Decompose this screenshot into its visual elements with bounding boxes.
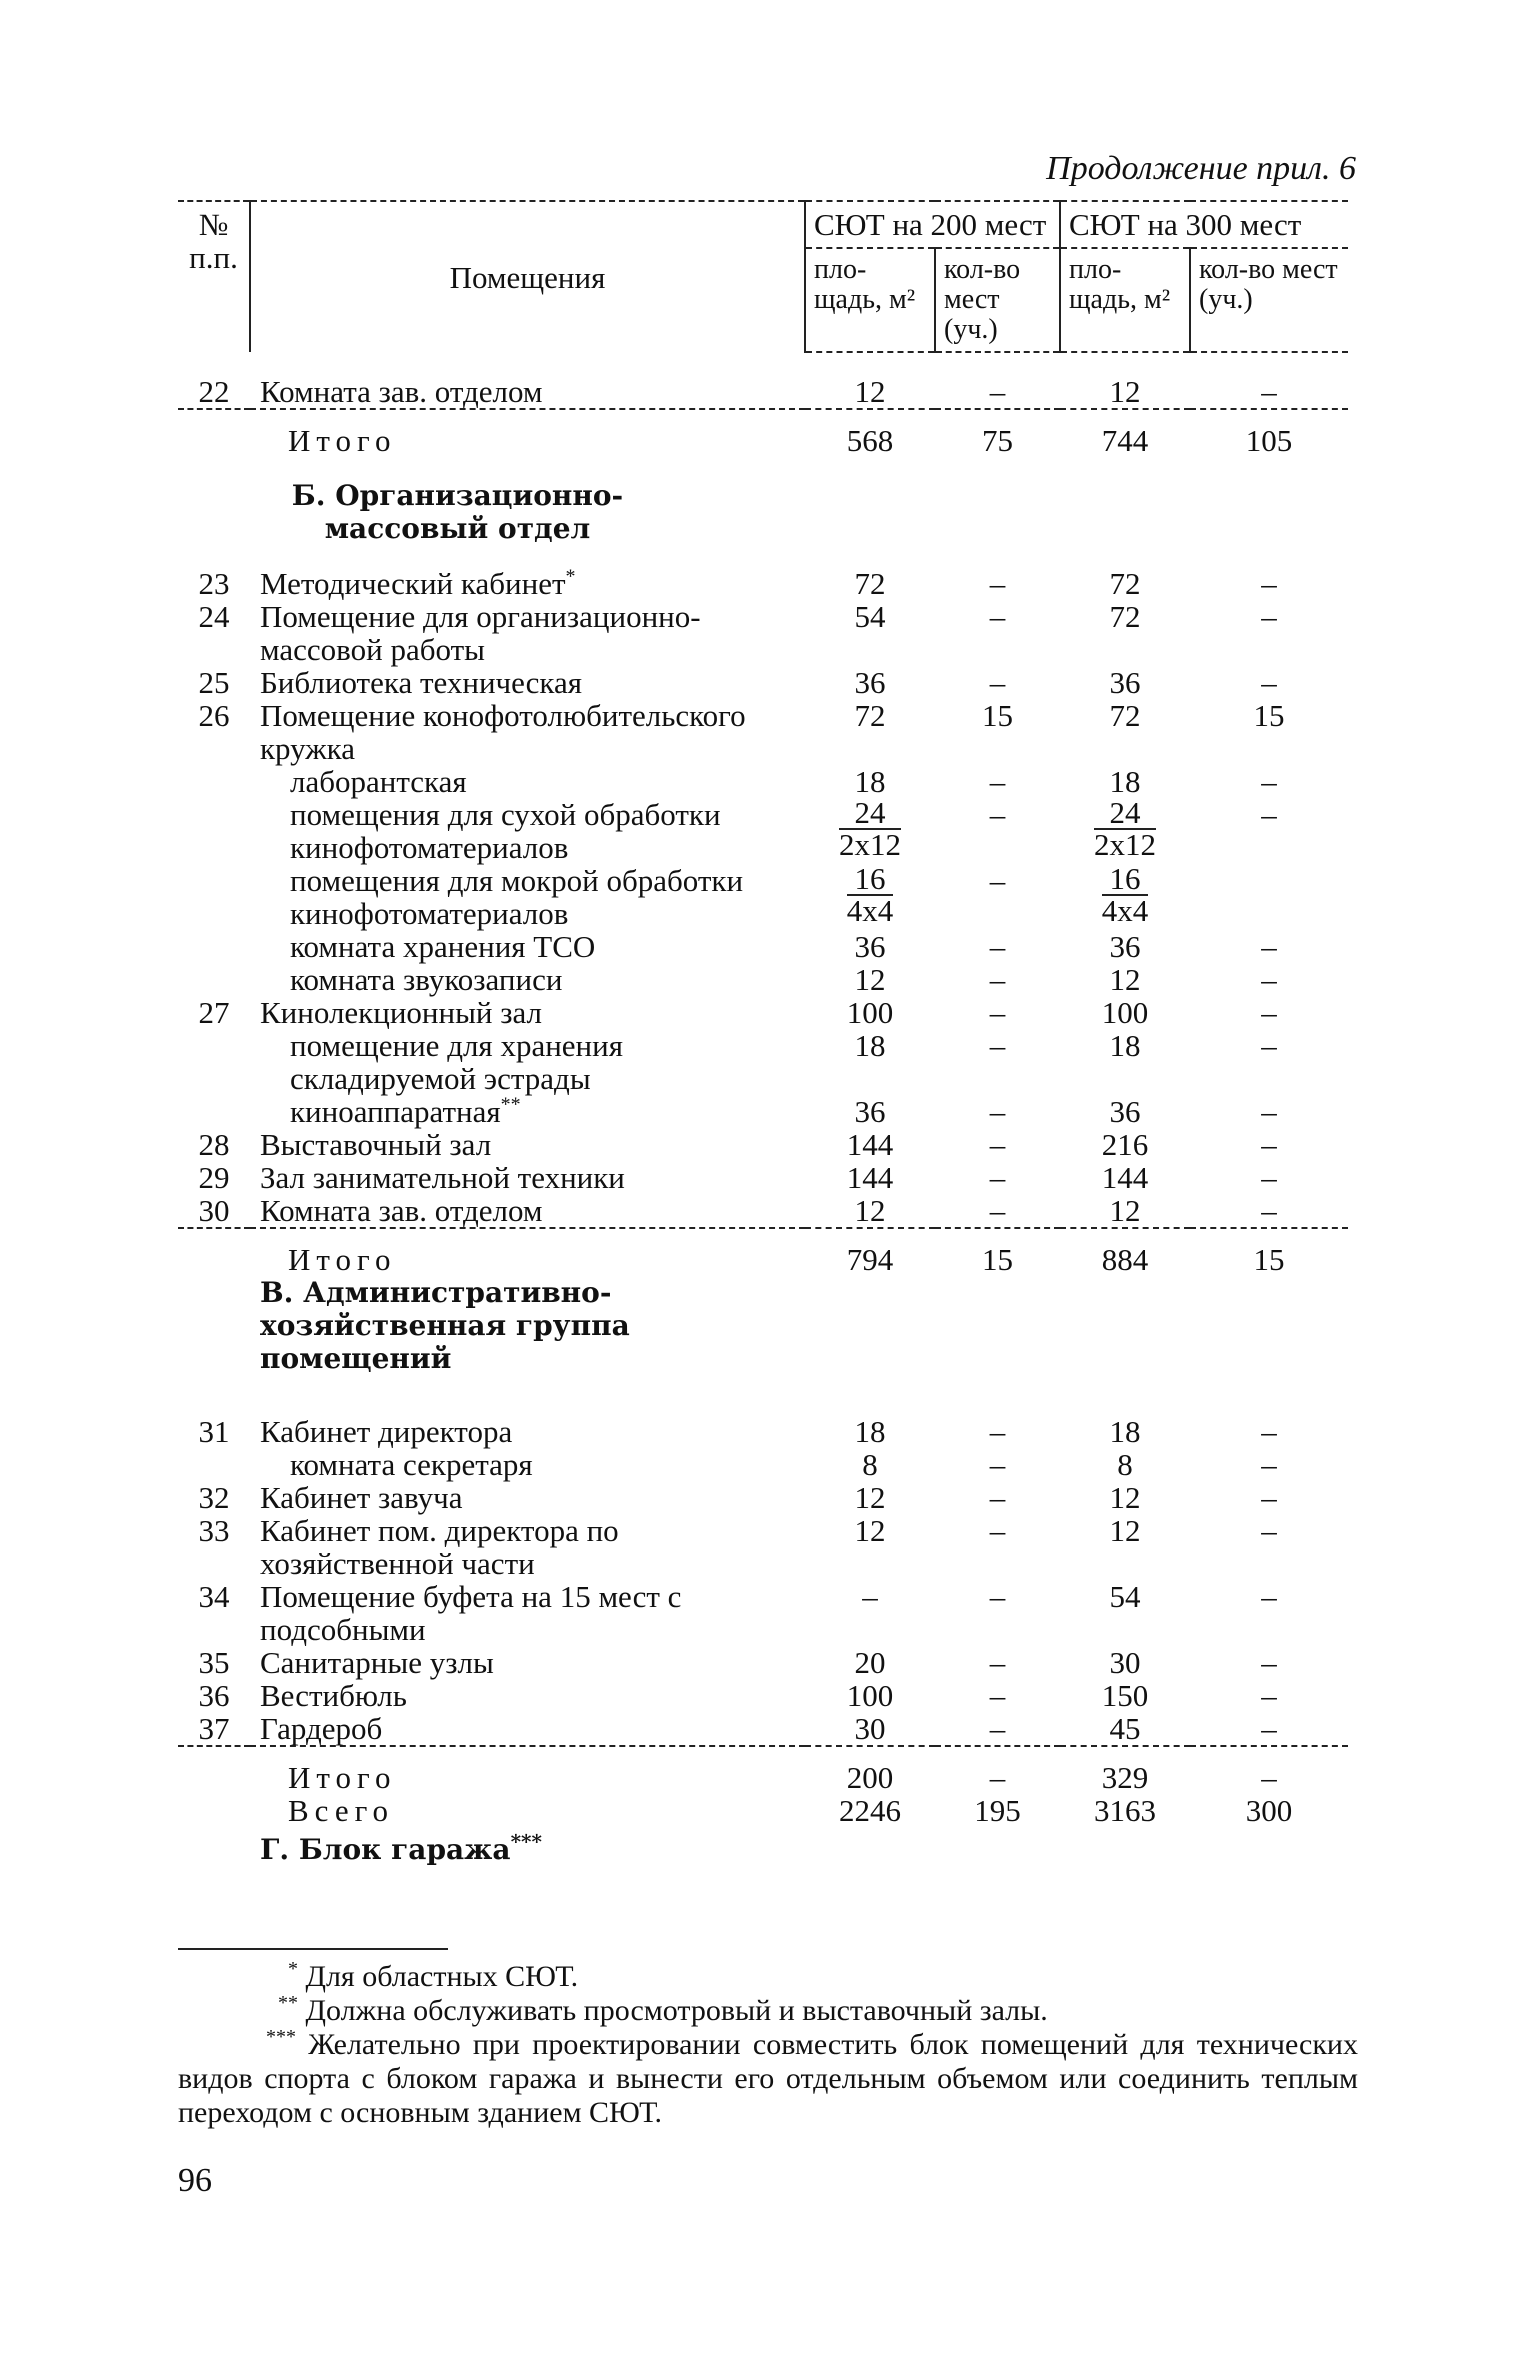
footnote-mark: ** — [500, 1093, 521, 1116]
subtotal-row: Итого 200 – 329 – — [288, 1760, 1277, 1795]
footnote: *** Желательно при проектировании совместить блок помещений для технических видов спорта с блоком гаража и вынести его отдельным объемом или соединить теплым переходом с основным зданием СЮТ. — [178, 2026, 1358, 2129]
col-header-rooms: Помещения — [250, 201, 805, 352]
premises-table — [178, 200, 1348, 1866]
table-row: комната секретаря 8 – 8 – — [290, 1447, 1277, 1482]
col-header-count-200: кол-во мест (уч.) — [935, 248, 1060, 352]
table-row: киноаппаратная** 36 – 36 – — [290, 1093, 1277, 1129]
table-row: помещения для сухой обработки кинофотоматериалов $\frac{24}{2x12}$ – $\frac{24}{2x12}$ – — [290, 795, 1277, 865]
page-number: 96 — [178, 2162, 212, 2199]
table-row: 26 Помещение конофотолюбительского кружка 72 15 72 15 — [198, 698, 1285, 766]
table-row: 22 Комната зав. отделом 12 – 12 – — [198, 374, 1277, 409]
section-heading-g: Г. Блок гаража*** — [260, 1829, 542, 1866]
table-row: комната звукозаписи 12 – 12 – — [290, 962, 1277, 997]
table-row: 36 Вестибюль 100 – 150 – — [198, 1678, 1277, 1713]
footnote-mark: *** — [510, 1829, 542, 1854]
grand-total-row: Всего 2246 195 3163 300 — [288, 1793, 1293, 1828]
col-header-count-300: кол-во мест (уч.) — [1190, 248, 1348, 352]
table-row: 37 Гардероб 30 – 45 – — [198, 1711, 1277, 1746]
subtotal-row: Итого 568 75 744 105 — [288, 423, 1293, 458]
fraction-value: $\frac{16}{4x4}$ — [1101, 861, 1149, 928]
table-row: 23 Методический кабинет* 72 – 72 – — [198, 565, 1277, 601]
footnote: * Для областных СЮТ. — [288, 1958, 579, 1993]
footnotes — [178, 1948, 1358, 2130]
fraction-value: $\frac{16}{4x4}$ — [846, 861, 894, 928]
fraction-value: $\frac{24}{2x12}$ — [839, 795, 901, 862]
table-row: 27 Кинолекционный зал 100 – 100 – — [198, 995, 1277, 1030]
footnote: ** Должна обслуживать просмотровый и выставочный залы. — [278, 1992, 1048, 2027]
footnote-mark: * — [565, 565, 576, 588]
table-row: 28 Выставочный зал 144 – 216 – — [198, 1127, 1277, 1162]
section-heading-v: В. Административно-хозяйственная группа помещений — [260, 1276, 630, 1375]
continuation-caption: Продолжение прил. 6 — [1046, 150, 1356, 187]
table-row: 30 Комната зав. отделом 12 – 12 – — [198, 1193, 1277, 1228]
table-row: 24 Помещение для организационно-массовой работы 54 – 72 – — [198, 599, 1277, 667]
table-row: лаборантская 18 – 18 – — [290, 764, 1277, 799]
col-header-area-300: пло-щадь, м² — [1060, 248, 1190, 352]
table-row: 32 Кабинет завуча 12 – 12 – — [198, 1480, 1277, 1515]
table-row: помещение для хранения складируемой эстрады 18 – 18 – — [290, 1028, 1277, 1096]
table-row: 33 Кабинет пом. директора по хозяйственной части 12 – 12 – — [198, 1513, 1277, 1581]
footnote-rule — [178, 1948, 448, 1950]
table-row: 34 Помещение буфета на 15 мест с подсобными – – 54 – — [198, 1579, 1277, 1647]
section-heading-b: Б. Организационно-массовый отдел — [291, 479, 624, 545]
col-header-area-200: пло-щадь, м² — [805, 248, 935, 352]
table-row: 25 Библиотека техническая 36 – 36 – — [198, 665, 1277, 700]
col-header-group-300: СЮТ на 300 мест — [1060, 201, 1348, 248]
col-header-group-200: СЮТ на 200 мест — [805, 201, 1060, 248]
col-header-number: № п.п. — [178, 201, 250, 352]
table-row: 35 Санитарные узлы 20 – 30 – — [198, 1645, 1277, 1680]
table-row: 29 Зал занимательной техники 144 – 144 – — [198, 1160, 1277, 1195]
fraction-value: $\frac{24}{2x12}$ — [1094, 795, 1156, 862]
subtotal-row: Итого 794 15 884 15 — [288, 1242, 1285, 1277]
table-row: 31 Кабинет директора 18 – 18 – — [198, 1414, 1277, 1449]
table-row: помещения для мокрой обработки кинофотоматериалов $\frac{16}{4x4}$ – $\frac{16}{4x4}$ — [290, 861, 1149, 931]
table-row: комната хранения ТСО 36 – 36 – — [290, 929, 1277, 964]
